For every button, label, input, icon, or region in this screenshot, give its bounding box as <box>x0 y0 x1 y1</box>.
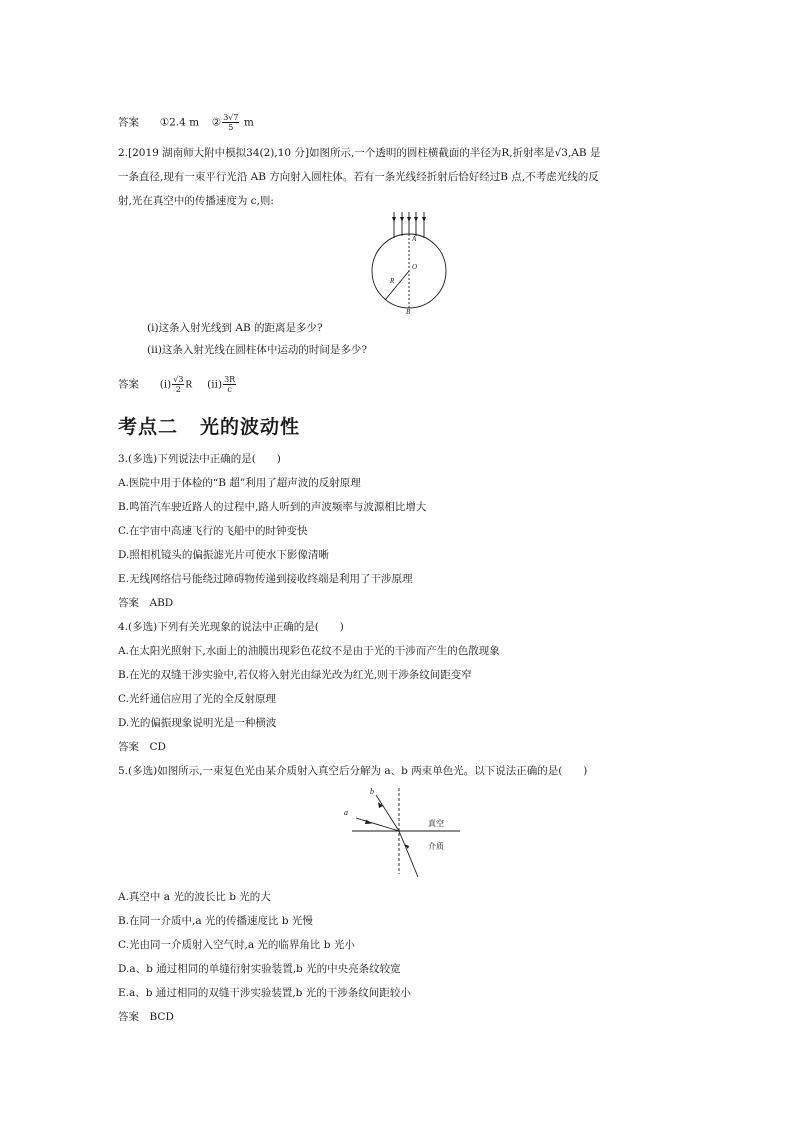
answer-i-fraction <box>172 375 184 394</box>
q3-option-d: D.照相机镜头的偏振滤光片可使水下影像清晰 <box>118 549 329 561</box>
radius-r <box>385 271 409 300</box>
q5-stem: 5.(多选)如图所示,一束复色光由某介质射入真空后分解为 a、b 两束单色光。以下说法正确的是( ) <box>118 765 588 777</box>
arrowhead <box>400 217 404 222</box>
answer-part2-fraction <box>222 113 239 132</box>
arrowhead <box>422 217 426 222</box>
q4-option-c: C.光纤通信应用了光的全反射原理 <box>118 693 276 705</box>
q4-answer: 答案 CD <box>118 741 166 753</box>
q3-answer: 答案 ABD <box>118 597 174 609</box>
q2-stem-line1: 2.[2019 湖南师大附中模拟34(2),10 分]如图所示,一个透明的圆柱横截面的半径为R,折射率是√3,AB 是 <box>118 147 601 159</box>
answer-i-prefix: (ⅰ) <box>159 378 172 391</box>
section-title: 光的波动性 <box>200 416 301 438</box>
q5-option-b: B.在同一介质中,a 光的传播速度比 b 光慢 <box>118 915 313 927</box>
label-a: a <box>344 808 348 817</box>
q1-answer <box>118 113 254 132</box>
q2-sub1: (ⅰ)这条入射光线到 AB 的距离是多少? <box>147 322 323 334</box>
q4-stem: 4.(多选)下列有关光现象的说法中正确的是( ) <box>118 621 344 633</box>
q2-stem-line2: 一条直径,现有一束平行光沿 AB 方向射入圆柱体。若有一条光线经折射后恰好经过B 点,不考虑光线的反 <box>118 171 599 183</box>
answer-label: 答案 <box>118 116 139 129</box>
q5-answer: 答案 BCD <box>118 1011 174 1023</box>
answer-i-suffix: R <box>185 379 193 391</box>
q2-sub2: (ⅱ)这条入射光线在圆柱体中运动的时间是多少? <box>147 344 368 356</box>
q2-stem-line3: 射,光在真空中的传播速度为 c,则: <box>118 195 274 207</box>
answer-ii-prefix: (ⅱ) <box>207 378 223 391</box>
q4-option-a: A.在太阳光照射下,水面上的油膜出现彩色花纹不是由于光的干涉而产生的色散现象 <box>118 645 500 657</box>
answer-ii-fraction <box>223 375 236 394</box>
q3-option-c: C.在宇宙中高速飞行的飞船中的时钟变快 <box>118 525 308 537</box>
q2-circle-figure <box>368 208 458 316</box>
ray-b <box>376 795 399 831</box>
fraction-denominator: c <box>227 385 232 394</box>
q5-option-a: A.真空中 a 光的波长比 b 光的大 <box>118 891 271 903</box>
arrowhead <box>407 217 411 222</box>
answer-label: 答案 <box>118 378 139 391</box>
label-r: R <box>390 277 395 285</box>
fraction-denominator: 2 <box>175 385 181 394</box>
q5-option-e: E.a、b 通过相同的双缝干涉实验装置,b 光的干涉条纹间距较小 <box>118 987 411 999</box>
q4-option-d: D.光的偏振现象说明光是一种横波 <box>118 717 277 729</box>
q3-option-b: B.鸣笛汽车驶近路人的过程中,路人听到的声波频率与波源相比增大 <box>118 501 427 513</box>
label-b: B <box>406 308 411 316</box>
fraction-denominator: 5 <box>228 123 234 132</box>
label-b: b <box>370 787 374 796</box>
fraction-numerator: 3√7 <box>223 113 239 122</box>
arrowhead <box>414 217 418 222</box>
q4-option-b: B.在光的双缝干涉实验中,若仅将入射光由绿光改为红光,则干涉条纹间距变窄 <box>118 669 472 681</box>
section-number: 考点二 <box>118 416 179 438</box>
answer-part1: ①2.4 m <box>159 116 200 129</box>
arrowhead-a <box>365 820 372 825</box>
label-vacuum: 真空 <box>428 819 444 828</box>
label-medium: 介质 <box>428 842 444 851</box>
answer-part2-unit: m <box>243 116 254 129</box>
q5-option-d: D.a、b 通过相同的单缝衍射实验装置,b 光的中央亮条纹较宽 <box>118 963 401 975</box>
fraction-numerator: √3 <box>173 375 184 384</box>
label-o: O <box>412 263 418 271</box>
q3-option-a: A.医院中用于体检的“B 超”利用了超声波的反射原理 <box>118 477 361 489</box>
q2-answer <box>118 375 237 394</box>
incident-composite-ray <box>399 831 418 877</box>
ray-a <box>356 818 399 831</box>
q3-stem: 3.(多选)下列说法中正确的是( ) <box>118 453 281 465</box>
q5-option-c: C.光由同一介质射入空气时,a 光的临界角比 b 光小 <box>118 939 355 951</box>
q3-option-e: E.无线网络信号能绕过障碍物传递到接收终端是利用了干涉原理 <box>118 573 413 585</box>
label-a: A <box>412 235 417 243</box>
section-heading <box>118 412 300 439</box>
q5-refraction-figure <box>336 782 466 882</box>
arrowhead <box>392 217 396 222</box>
answer-part2-prefix: ② <box>211 116 222 129</box>
fraction-numerator: 3R <box>224 375 236 384</box>
